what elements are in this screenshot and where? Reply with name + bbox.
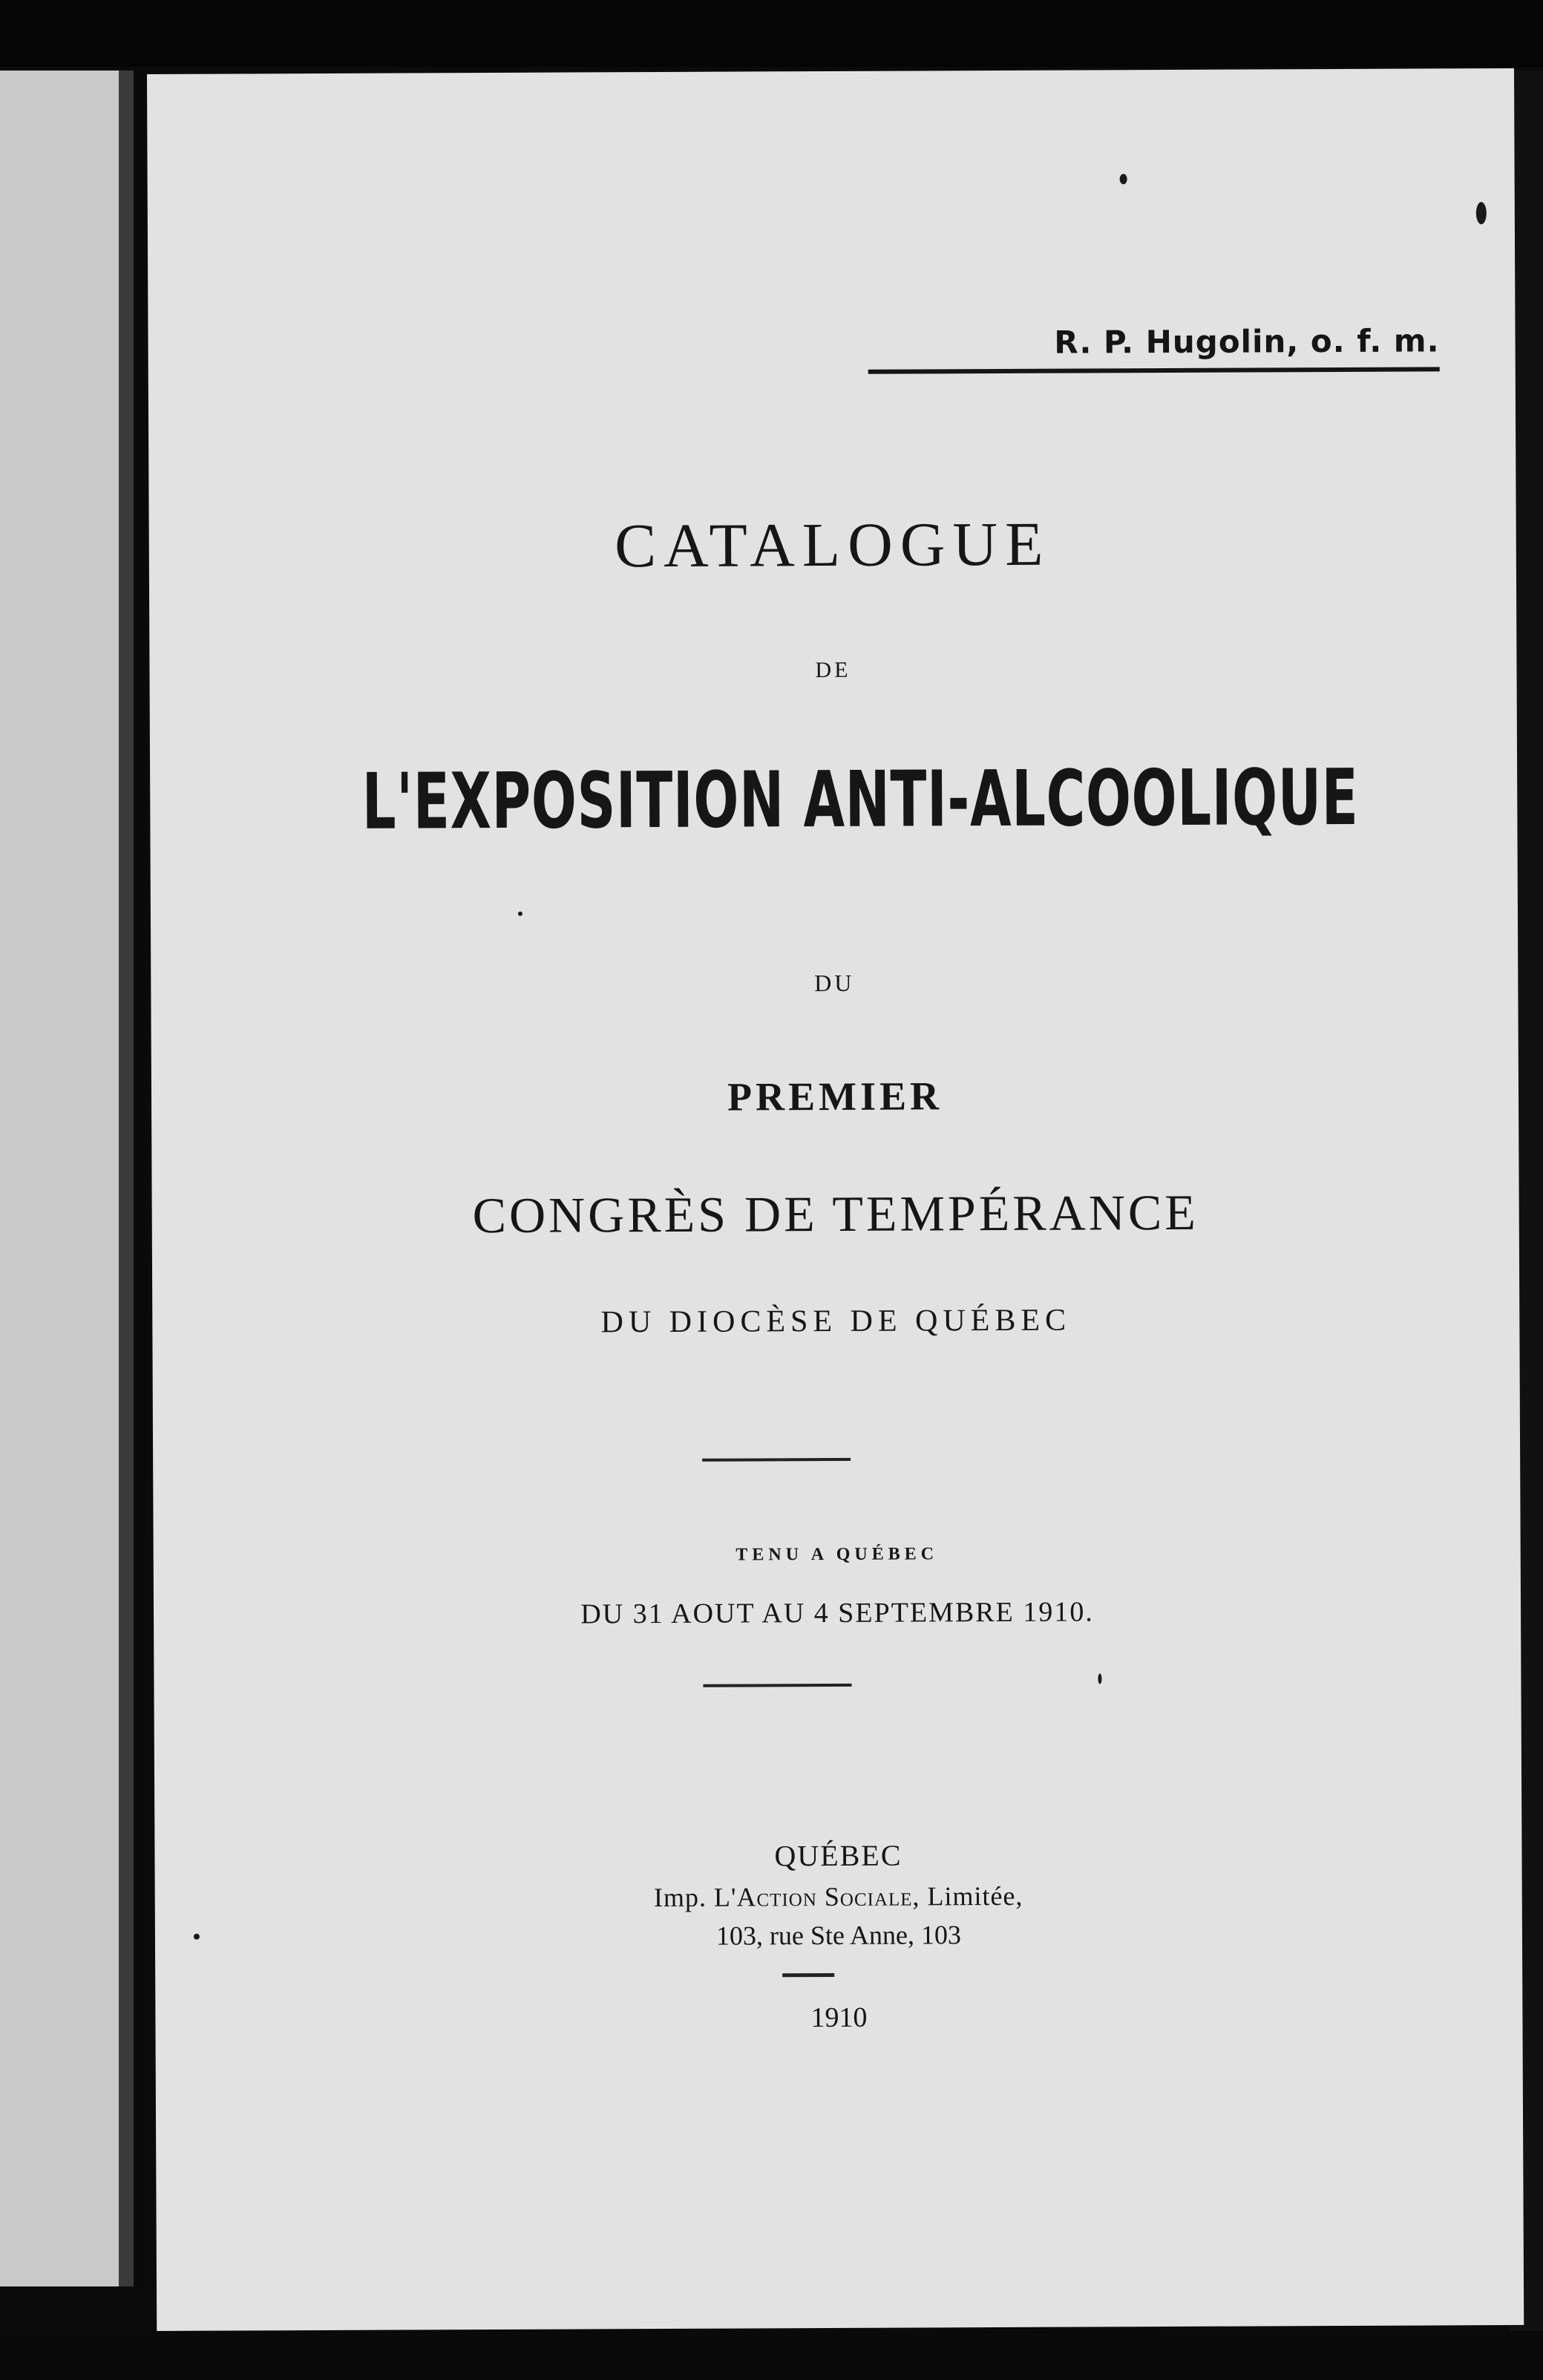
divider-rule bbox=[702, 1458, 851, 1462]
page-gutter bbox=[119, 71, 134, 2286]
scan-speck bbox=[1120, 174, 1127, 184]
divider-rule bbox=[703, 1684, 851, 1687]
scan-speck bbox=[194, 1934, 200, 1940]
imprint-printer bbox=[155, 1878, 1522, 1915]
title-congres: CONGRÈS DE TEMPÉRANCE bbox=[472, 1183, 1199, 1244]
title-exposition: L'EXPOSITION ANTI-ALCOOLIQUE bbox=[361, 751, 1359, 847]
title-page bbox=[147, 68, 1524, 2331]
title-de: DE bbox=[815, 657, 851, 683]
binding-line bbox=[134, 71, 147, 2290]
title-premier: PREMIER bbox=[727, 1073, 943, 1119]
title-du: DU bbox=[814, 969, 855, 997]
held-dates: DU 31 AOUT AU 4 SEPTEMBRE 1910. bbox=[580, 1596, 1094, 1630]
film-frame-top bbox=[0, 0, 1543, 67]
imprint-city: QUÉBEC bbox=[774, 1838, 902, 1873]
imprint-address: 103, rue Ste Anne, 103 bbox=[715, 1920, 962, 1951]
imprint-year: 1910 bbox=[810, 2001, 868, 2034]
title-catalogue: CATALOGUE bbox=[614, 509, 1051, 581]
scan-speck bbox=[1098, 1673, 1101, 1684]
author-underline bbox=[868, 367, 1440, 373]
imprint-printer-name: L'Action Sociale bbox=[713, 1881, 913, 1912]
divider-rule-short bbox=[782, 1973, 834, 1977]
adjacent-page-edge bbox=[0, 71, 119, 2286]
title-diocese: DU DIOCÈSE DE QUÉBEC bbox=[600, 1303, 1072, 1340]
film-frame-bottom bbox=[0, 2331, 1543, 2380]
imprint-prefix: Imp. bbox=[653, 1882, 715, 1913]
held-place: TENU A QUÉBEC bbox=[736, 1544, 939, 1565]
author-line: R. P. Hugolin, o. f. m. bbox=[1054, 322, 1440, 361]
imprint-suffix: , Limitée, bbox=[912, 1880, 1023, 1912]
scan-speck bbox=[1476, 202, 1487, 224]
scan-speck bbox=[518, 912, 522, 916]
